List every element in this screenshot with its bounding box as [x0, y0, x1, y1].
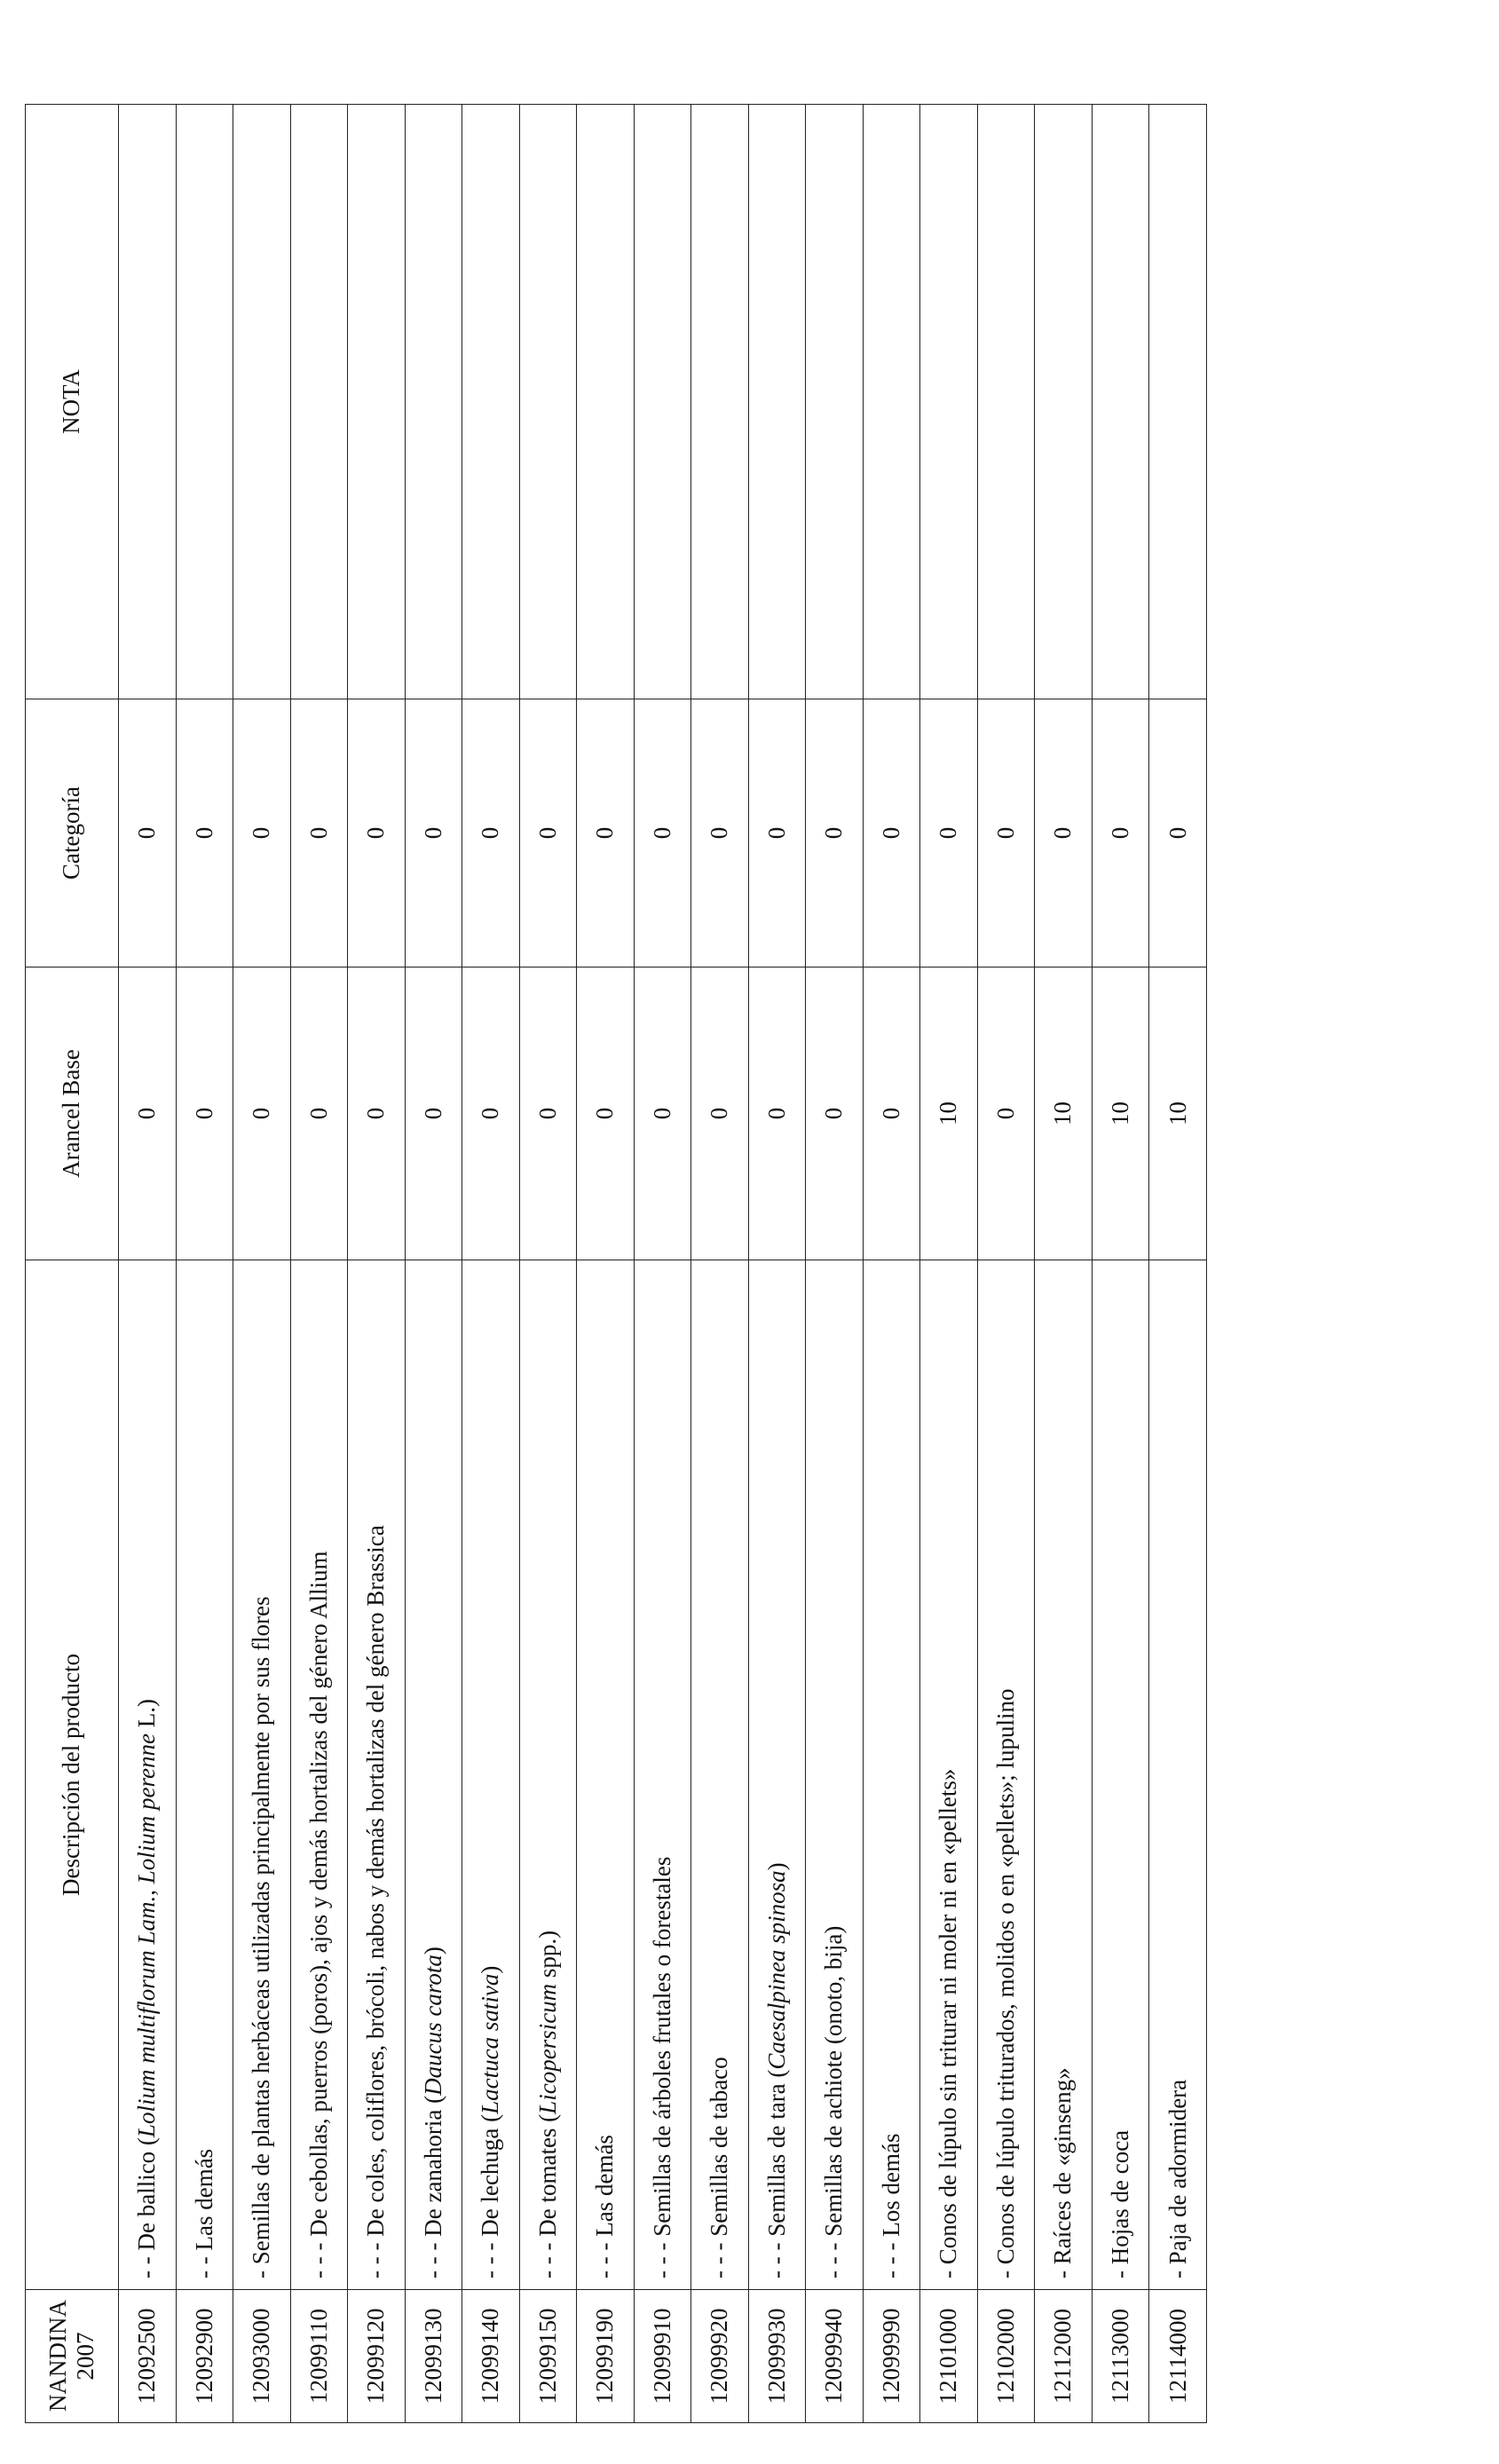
description-segment: - - - De coles, coliflores, brócoli, nabos y demás hortalizas del género Brassica: [362, 1525, 390, 2278]
cell-description: [1035, 1260, 1093, 2290]
cell-description: [233, 1260, 291, 2290]
cell-nota: [176, 105, 233, 699]
cell-nota: [691, 105, 749, 699]
cell-description: [691, 1260, 749, 2290]
table-row: [1092, 105, 1149, 2423]
header-nandina-line1: NANDINA: [43, 2300, 71, 2412]
cell-categoria: 0: [920, 699, 978, 967]
cell-nota: [348, 105, 406, 699]
table-row: [519, 105, 577, 2423]
cell-arancel-base: 0: [119, 967, 177, 1260]
header-arancel-base: Arancel Base: [26, 967, 119, 1260]
description-segment: - - - Los demás: [877, 2133, 904, 2278]
cell-categoria: 0: [806, 699, 864, 967]
cell-description: [748, 1260, 806, 2290]
cell-arancel-base: 10: [1035, 967, 1093, 1260]
cell-nandina-code: 12092900: [176, 2290, 233, 2423]
cell-description: [806, 1260, 864, 2290]
cell-description: [405, 1260, 462, 2290]
cell-arancel-base: 0: [405, 967, 462, 1260]
cell-categoria: 0: [577, 699, 635, 967]
header-nota: NOTA: [26, 105, 119, 699]
cell-categoria: 0: [405, 699, 462, 967]
table-row: [462, 105, 520, 2423]
cell-categoria: 0: [119, 699, 177, 967]
description-italic-segment: Caesalpinea spinosa: [762, 1870, 790, 2070]
description-segment: - - - De zanahoria (: [419, 2095, 446, 2278]
cell-nandina-code: 12113000: [1092, 2290, 1149, 2423]
cell-categoria: 0: [233, 699, 291, 967]
description-italic-segment: Licopersicum: [533, 1983, 561, 2114]
description-segment: L.): [133, 1699, 161, 1734]
cell-description: [863, 1260, 920, 2290]
cell-categoria: 0: [634, 699, 691, 967]
description-segment: ): [477, 1965, 504, 1974]
cell-nota: [920, 105, 978, 699]
table-row: [119, 105, 177, 2423]
cell-description: [119, 1260, 177, 2290]
cell-arancel-base: 0: [977, 967, 1035, 1260]
cell-description: [519, 1260, 577, 2290]
table-row: [691, 105, 749, 2423]
cell-nota: [977, 105, 1035, 699]
cell-nota: [806, 105, 864, 699]
cell-nota: [290, 105, 348, 699]
table-row: [1149, 105, 1207, 2423]
cell-arancel-base: 0: [863, 967, 920, 1260]
rotated-page: [25, 105, 1207, 2423]
table-row: [920, 105, 978, 2423]
description-segment: - - - Las demás: [591, 2135, 619, 2278]
cell-nandina-code: 12114000: [1149, 2290, 1207, 2423]
cell-categoria: 0: [748, 699, 806, 967]
cell-arancel-base: 0: [634, 967, 691, 1260]
cell-arancel-base: 0: [290, 967, 348, 1260]
cell-nota: [405, 105, 462, 699]
cell-nandina-code: 12099140: [462, 2290, 520, 2423]
cell-categoria: 0: [691, 699, 749, 967]
cell-categoria: 0: [863, 699, 920, 967]
cell-arancel-base: 0: [806, 967, 864, 1260]
table-row: [863, 105, 920, 2423]
cell-categoria: 0: [348, 699, 406, 967]
description-segment: - - - De lechuga (: [477, 2113, 504, 2278]
cell-nandina-code: 12099120: [348, 2290, 406, 2423]
cell-nandina-code: 12101000: [920, 2290, 978, 2423]
table-row: [806, 105, 864, 2423]
cell-nandina-code: 12099190: [577, 2290, 635, 2423]
table-row: [1035, 105, 1093, 2423]
table-row: [405, 105, 462, 2423]
description-italic-segment: Lactuca sativa: [477, 1973, 504, 2114]
cell-nota: [634, 105, 691, 699]
cell-nandina-code: 12099990: [863, 2290, 920, 2423]
table-row: [634, 105, 691, 2423]
description-segment: - Hojas de coca: [1107, 2129, 1133, 2278]
cell-description: [462, 1260, 520, 2290]
cell-description: [290, 1260, 348, 2290]
tariff-table: [25, 104, 1207, 2423]
description-segment: - Paja de adormidera: [1164, 2079, 1191, 2278]
description-italic-segment: Daucus carota: [419, 1955, 446, 2096]
cell-nandina-code: 12099910: [634, 2290, 691, 2423]
description-segment: - Conos de lúpulo sin triturar ni moler ni en «pellets»: [935, 1768, 962, 2278]
description-segment: - Semillas de plantas herbáceas utilizadas principalmente por sus flores: [248, 1596, 275, 2278]
cell-arancel-base: 0: [577, 967, 635, 1260]
cell-nandina-code: 12099130: [405, 2290, 462, 2423]
table-row: [176, 105, 233, 2423]
cell-categoria: 0: [176, 699, 233, 967]
cell-description: [1092, 1260, 1149, 2290]
table-row: [748, 105, 806, 2423]
cell-description: [348, 1260, 406, 2290]
cell-arancel-base: 0: [462, 967, 520, 1260]
cell-description: [977, 1260, 1035, 2290]
description-segment: - - De ballico (: [133, 2137, 161, 2278]
cell-nota: [233, 105, 291, 699]
table-row: [977, 105, 1035, 2423]
description-segment: ): [762, 1862, 790, 1871]
cell-arancel-base: 10: [920, 967, 978, 1260]
description-segment: - - - De cebollas, puerros (poros), ajos y demás hortalizas del género Allium: [304, 1551, 332, 2278]
description-segment: - - - Semillas de tara (: [762, 2069, 790, 2278]
cell-nota: [1149, 105, 1207, 699]
cell-arancel-base: 10: [1149, 967, 1207, 1260]
cell-nota: [1092, 105, 1149, 699]
cell-categoria: 0: [519, 699, 577, 967]
cell-categoria: 0: [462, 699, 520, 967]
header-nandina-line2: 2007: [72, 2332, 99, 2381]
cell-nandina-code: 12093000: [233, 2290, 291, 2423]
cell-description: [176, 1260, 233, 2290]
cell-nandina-code: 12112000: [1035, 2290, 1093, 2423]
description-segment: - - - Semillas de achiote (onoto, bija): [820, 1925, 848, 2278]
cell-categoria: 0: [977, 699, 1035, 967]
header-row: [26, 105, 119, 2423]
cell-categoria: 0: [1149, 699, 1207, 967]
cell-description: [577, 1260, 635, 2290]
description-segment: ): [419, 1947, 446, 1955]
header-nandina: [26, 2290, 119, 2423]
description-segment: - - Las demás: [190, 2148, 217, 2278]
cell-categoria: 0: [1092, 699, 1149, 967]
cell-arancel-base: 0: [519, 967, 577, 1260]
description-segment: - - - De tomates (: [533, 2113, 561, 2278]
cell-nota: [519, 105, 577, 699]
table-row: [233, 105, 291, 2423]
description-segment: - Conos de lúpulo triturados, molidos o en «pellets»; lupulino: [991, 1688, 1019, 2278]
description-segment: - Raíces de «ginseng»: [1049, 2067, 1077, 2278]
header-categoria: Categoría: [26, 699, 119, 967]
cell-description: [634, 1260, 691, 2290]
table-row: [348, 105, 406, 2423]
cell-nandina-code: 12092500: [119, 2290, 177, 2423]
description-segment: - - - Semillas de tabaco: [706, 2057, 733, 2278]
cell-arancel-base: 10: [1092, 967, 1149, 1260]
table-body: [119, 105, 1207, 2423]
cell-nandina-code: 12099110: [290, 2290, 348, 2423]
cell-nota: [748, 105, 806, 699]
cell-description: [920, 1260, 978, 2290]
cell-arancel-base: 0: [748, 967, 806, 1260]
description-segment: ,: [133, 1884, 161, 1896]
cell-categoria: 0: [1035, 699, 1093, 967]
table-row: [290, 105, 348, 2423]
description-segment: spp.): [533, 1930, 561, 1984]
cell-nota: [119, 105, 177, 699]
cell-arancel-base: 0: [348, 967, 406, 1260]
cell-description: [1149, 1260, 1207, 2290]
cell-arancel-base: 0: [691, 967, 749, 1260]
header-description: Descripción del producto: [26, 1260, 119, 2290]
cell-arancel-base: 0: [176, 967, 233, 1260]
cell-categoria: 0: [290, 699, 348, 967]
description-italic-segment: Lolium perenne: [133, 1733, 161, 1884]
table-row: [577, 105, 635, 2423]
cell-nandina-code: 12099930: [748, 2290, 806, 2423]
cell-nandina-code: 12099920: [691, 2290, 749, 2423]
cell-nota: [863, 105, 920, 699]
description-segment: - - - Semillas de árboles frutales o forestales: [648, 1856, 675, 2278]
cell-nota: [462, 105, 520, 699]
description-italic-segment: Lolium multiflorum Lam.: [133, 1895, 161, 2138]
cell-nota: [1035, 105, 1093, 699]
cell-nota: [577, 105, 635, 699]
cell-nandina-code: 12099940: [806, 2290, 864, 2423]
cell-nandina-code: 12099150: [519, 2290, 577, 2423]
cell-nandina-code: 12102000: [977, 2290, 1035, 2423]
cell-arancel-base: 0: [233, 967, 291, 1260]
